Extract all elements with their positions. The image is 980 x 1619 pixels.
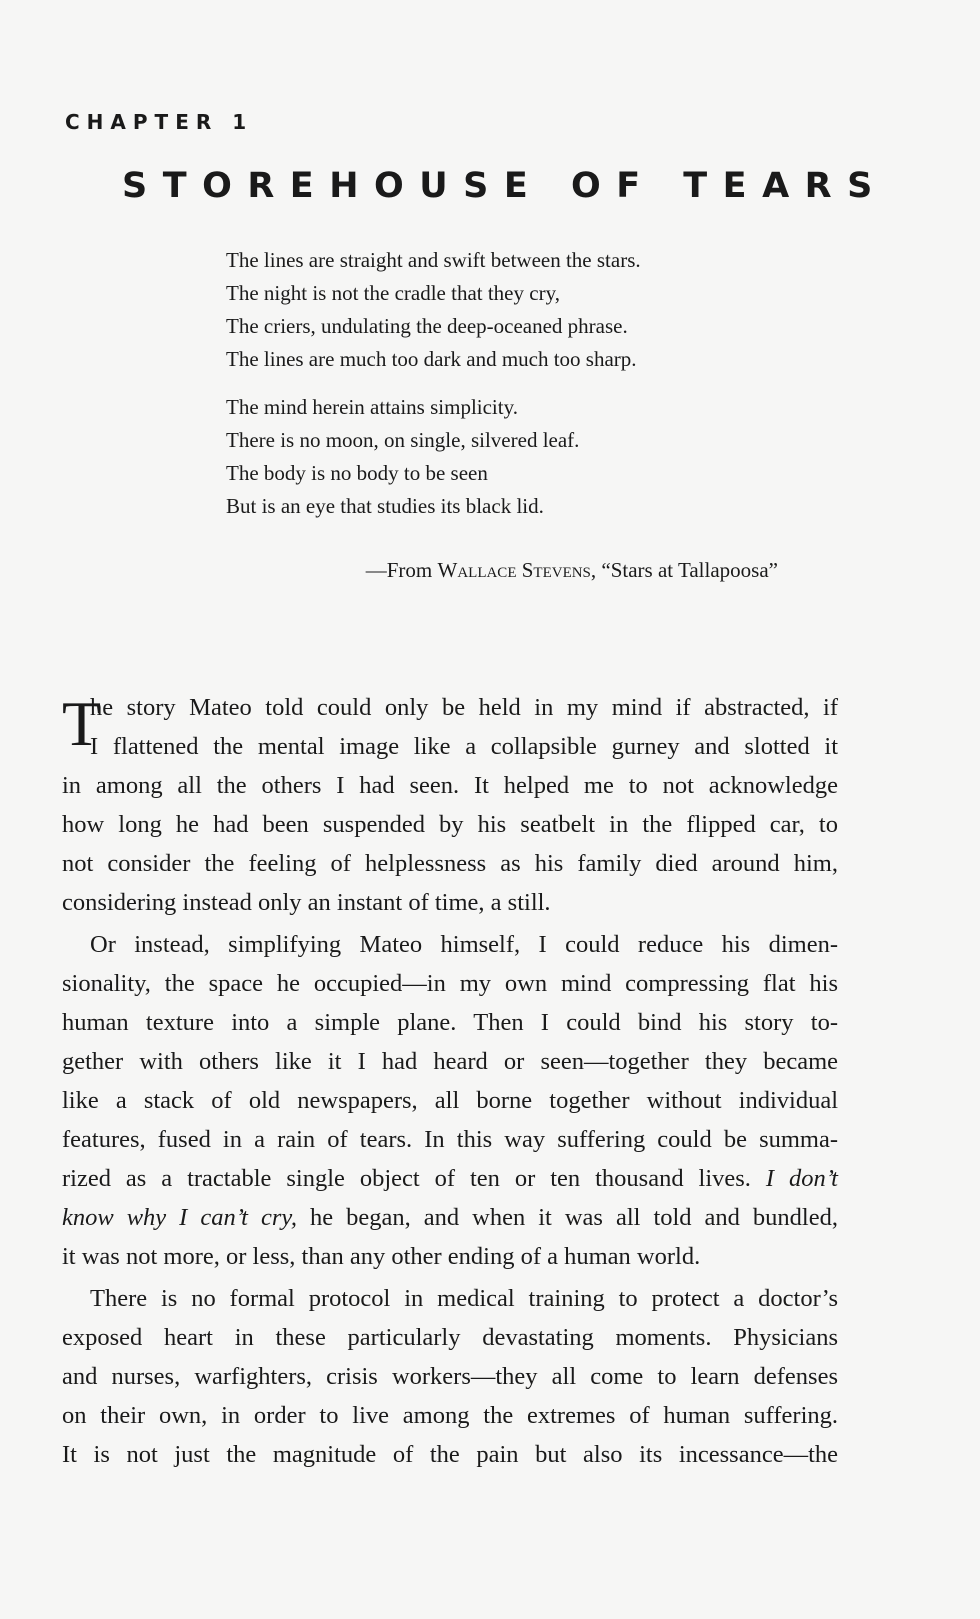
text-segment: sionality, the space he occupied—in my own mind compressing flat his bbox=[62, 970, 838, 997]
text-segment: There is no formal protocol in medical training to protect a doctor’s bbox=[90, 1285, 838, 1312]
text-line bbox=[62, 964, 838, 1003]
text-segment: on their own, in order to live among the extremes of human suffering. bbox=[62, 1402, 838, 1429]
paragraph bbox=[62, 925, 838, 1276]
text-line bbox=[62, 805, 838, 844]
chapter-title: STOREHOUSE OF TEARS bbox=[122, 166, 888, 206]
text-line bbox=[62, 727, 838, 766]
poem-line: The lines are much too dark and much too sharp. bbox=[226, 347, 637, 371]
poem-line: The criers, undulating the deep-oceaned phrase. bbox=[226, 314, 628, 338]
text-segment: how long he had been suspended by his seatbelt in the flipped car, to bbox=[62, 811, 838, 838]
text-line bbox=[62, 688, 838, 727]
text-segment: features, fused in a rain of tears. In this way suffering could be summa- bbox=[62, 1126, 838, 1153]
text-segment: in among all the others I had seen. It helped me to not acknowledge bbox=[62, 772, 838, 799]
text-line bbox=[62, 1120, 838, 1159]
text-segment: considering instead only an instant of time, a still. bbox=[62, 889, 551, 916]
epigraph-poem bbox=[226, 244, 641, 538]
attribution-work: , “Stars at Tallapoosa” bbox=[590, 558, 778, 582]
italic-text: I don’t bbox=[765, 1165, 838, 1192]
text-line bbox=[62, 1396, 838, 1435]
text-segment: It is not just the magnitude of the pain but also its incessance—the bbox=[62, 1441, 838, 1468]
attribution-author: Wallace Stevens bbox=[437, 558, 591, 582]
text-line bbox=[62, 1279, 838, 1318]
text-segment: like a stack of old newspapers, all borne together without individual bbox=[62, 1087, 838, 1114]
text-line bbox=[62, 1357, 838, 1396]
text-line bbox=[62, 883, 838, 922]
text-segment: gether with others like it I had heard or seen—together they became bbox=[62, 1048, 838, 1075]
paragraph bbox=[62, 1279, 838, 1474]
text-line bbox=[62, 1081, 838, 1120]
poem-line: The body is no body to be seen bbox=[226, 461, 488, 485]
text-line bbox=[62, 925, 838, 964]
text-segment: not consider the feeling of helplessness as his family died around him, bbox=[62, 850, 838, 877]
body-text bbox=[62, 688, 838, 1477]
attribution-prefix: —From bbox=[365, 558, 438, 582]
text-line bbox=[62, 1435, 838, 1474]
poem-line: The mind herein attains simplicity. bbox=[226, 395, 518, 419]
text-line bbox=[62, 1318, 838, 1357]
italic-text: know why I can’t cry, bbox=[62, 1204, 298, 1231]
poem-stanza bbox=[226, 244, 641, 376]
epigraph-attribution bbox=[366, 558, 778, 583]
text-line bbox=[62, 766, 838, 805]
drop-cap: T bbox=[62, 688, 102, 759]
text-line bbox=[62, 1198, 838, 1237]
text-segment: human texture into a simple plane. Then I could bind his story to- bbox=[62, 1009, 838, 1036]
text-segment: it was not more, or less, than any other ending of a human world. bbox=[62, 1243, 701, 1270]
text-line bbox=[62, 1003, 838, 1042]
poem-line: The night is not the cradle that they cry, bbox=[226, 281, 560, 305]
text-segment: Or instead, simplifying Mateo himself, I could reduce his dimen- bbox=[90, 931, 838, 958]
poem-line: There is no moon, on single, silvered leaf. bbox=[226, 428, 580, 452]
text-line bbox=[62, 1159, 838, 1198]
text-segment: rized as a tractable single object of ten or ten thousand lives. bbox=[62, 1165, 766, 1192]
poem-line: But is an eye that studies its black lid. bbox=[226, 494, 544, 518]
text-segment: and nurses, warfighters, crisis workers—they all come to learn defenses bbox=[62, 1363, 838, 1390]
text-line bbox=[62, 844, 838, 883]
text-line bbox=[62, 1042, 838, 1081]
poem-stanza bbox=[226, 391, 641, 523]
text-segment: he story Mateo told could only be held in my mind if abstracted, if bbox=[90, 694, 838, 721]
text-line bbox=[62, 1237, 838, 1276]
poem-line: The lines are straight and swift between the stars. bbox=[226, 248, 641, 272]
chapter-label: CHAPTER 1 bbox=[65, 110, 254, 134]
text-segment: he began, and when it was all told and bundled, bbox=[297, 1204, 838, 1231]
paragraph bbox=[62, 688, 838, 922]
text-segment: exposed heart in these particularly devastating moments. Physicians bbox=[62, 1324, 838, 1351]
text-segment: I flattened the mental image like a collapsible gurney and slotted it bbox=[90, 733, 838, 760]
